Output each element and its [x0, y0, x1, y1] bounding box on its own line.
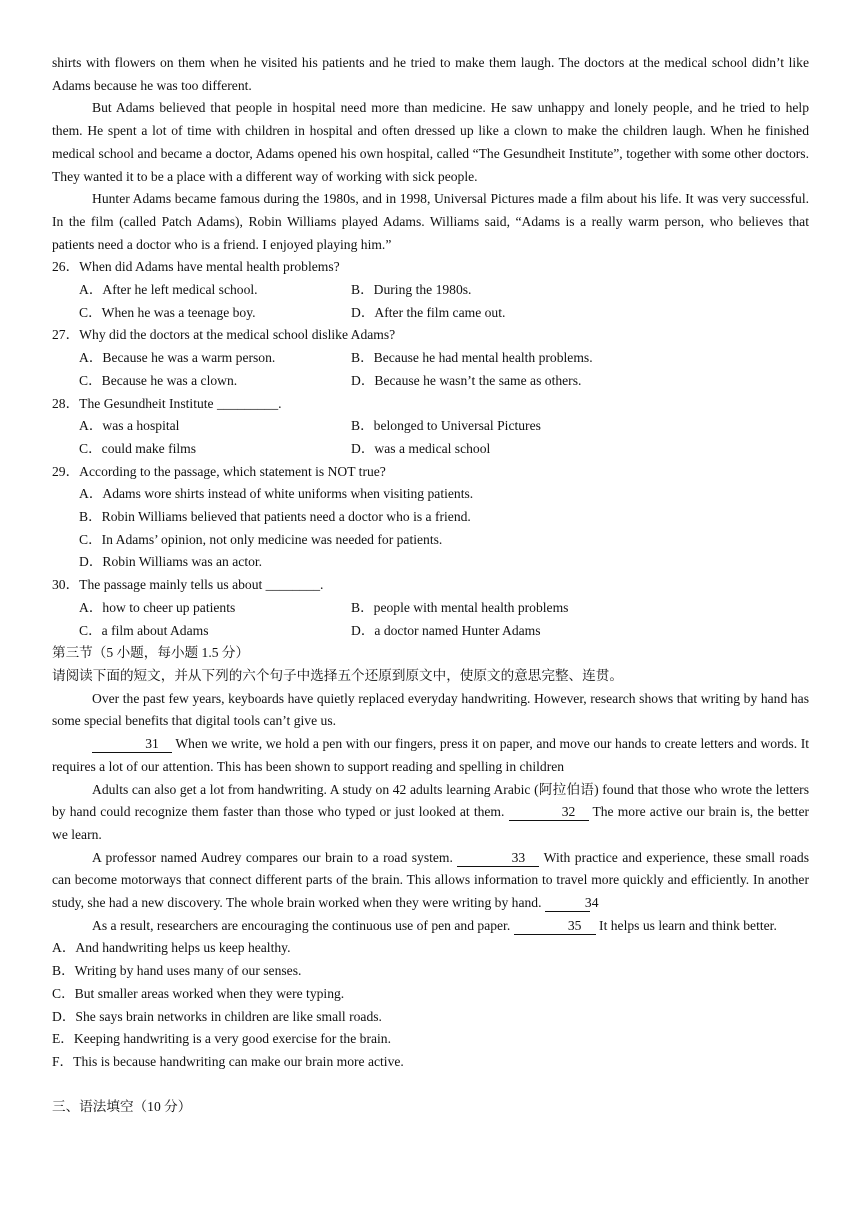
option-c: C．a film about Adams [79, 622, 209, 638]
exam-page [52, 52, 809, 1118]
blank-35: 35 [514, 918, 596, 935]
option-c: C．When he was a teenage boy. [79, 304, 256, 320]
section-heading: 第三节（5 小题，每小题 1.5 分） [52, 645, 250, 661]
blank-34: 34 [545, 895, 590, 912]
paragraph-text: As a result, researchers are encouraging the continuous use of pen and paper. [92, 917, 511, 933]
choice-d: D．She says brain networks in children are like small roads. [52, 1008, 382, 1024]
option-d: D．Robin Williams was an actor. [79, 554, 263, 570]
passage-paragraph [52, 733, 809, 778]
blank-33: 33 [457, 850, 539, 867]
paragraph-text: It helps us learn and think better. [599, 917, 777, 933]
option-d: D．a doctor named Hunter Adams [351, 622, 541, 638]
spacer [52, 1074, 809, 1096]
choice-e: E．Keeping handwriting is a very good exercise for the brain. [52, 1031, 391, 1047]
blank-31: 31 [92, 736, 172, 753]
paragraph-text: When we write, we hold a pen with our fingers, press it on paper, and move our hands to create letters and words. It requires a lot of our attention. This has been shown to support reading and spelling in children [52, 736, 809, 774]
option-b: B．belonged to Universal Pictures [351, 418, 541, 434]
passage-paragraph: Hunter Adams became famous during the 1980s, and in 1998, Universal Pictures made a film about his life. It was very successful. In the film (called Patch Adams), Robin Williams played Adams. Williams said, “Adams is a really warm person, who believes that patients need a doctor who is a friend. I enjoyed playing him.” [52, 191, 809, 252]
question-stem: 30．The passage mainly tells us about ________. [52, 577, 324, 593]
option-b: B．During the 1980s. [351, 282, 472, 298]
choice-f: F．This is because handwriting can make our brain more active. [52, 1053, 404, 1069]
option-d: D．After the film came out. [351, 304, 506, 320]
paragraph-text: Adults can also get a lot from handwriting. A study on 42 adults learning Arabic (阿拉伯语) found that those who wrote the letters by hand could recognize them faster than those who typed or just looked at them. [52, 781, 809, 820]
sentence-choices [52, 937, 809, 1073]
paragraph-text: A professor named Audrey compares our brain to a road system. [92, 849, 453, 865]
passage-paragraph: But Adams believed that people in hospital need more than medicine. He saw unhappy and lonely people, and he tried to help them. He spent a lot of time with children in hospital and often dressed up like a clown to make the children laugh. When he finished medical school and became a doctor, Adams opened his own hospital, called “The Gesundheit Institute”, together with some other doctors. They wanted it to be a place with a different way of working with sick people. [52, 100, 809, 184]
choice-a: A．And handwriting helps us keep healthy. [52, 940, 291, 956]
question-stem: 26．When did Adams have mental health problems? [52, 259, 340, 275]
option-grid [52, 347, 809, 392]
option-c: C．could make films [79, 440, 197, 456]
choice-c: C．But smaller areas worked when they were typing. [52, 985, 345, 1001]
paragraph-text: The more active our brain is, the better we learn. [52, 804, 810, 842]
option-d: D．Because he wasn’t the same as others. [351, 372, 582, 388]
blank-32: 32 [509, 804, 589, 821]
part-heading: 三、语法填空（10 分） [52, 1098, 192, 1114]
choice-b: B．Writing by hand uses many of our senses. [52, 963, 302, 979]
option-a: A．After he left medical school. [79, 282, 258, 298]
passage-paragraph [52, 847, 809, 915]
question-stem: 28．The Gesundheit Institute _________. [52, 395, 282, 411]
section-instruction: 请阅读下面的短文，并从下列的六个句子中选择五个还原到原文中，使原文的意思完整、连贯。 [52, 667, 623, 683]
question-stem: 29．According to the passage, which statement is NOT true? [52, 463, 386, 479]
option-a: A．Adams wore shirts instead of white uniforms when visiting patients. [79, 486, 474, 502]
option-d: D．was a medical school [351, 440, 491, 456]
option-a: A．was a hospital [79, 418, 180, 434]
paragraph-text: With practice and experience, these small roads can become motorways that connect different parts of the brain. This allows information to travel more quickly and efficiently. In another study, she had a new discovery. The whole brain worked when they were writing by hand. [52, 849, 809, 911]
passage-paragraph [52, 915, 809, 938]
option-grid [52, 597, 809, 642]
passage-paragraph: Over the past few years, keyboards have quietly replaced everyday handwriting. However, research shows that writing by hand has some special benefits that digital tools can’t give us. [52, 690, 809, 729]
passage-paragraph: shirts with flowers on them when he visited his patients and he tried to make them laugh. The doctors at the medical school didn’t like Adams because he was too different. [52, 55, 809, 93]
option-grid [52, 415, 809, 460]
option-a: A．Because he was a warm person. [79, 350, 276, 366]
option-b: B．Robin Williams believed that patients need a doctor who is a friend. [79, 509, 471, 525]
option-c: C．In Adams’ opinion, not only medicine was needed for patients. [79, 531, 443, 547]
question-stem: 27．Why did the doctors at the medical school dislike Adams? [52, 327, 396, 343]
option-list [52, 483, 809, 574]
option-b: B．people with mental health problems [351, 599, 569, 615]
passage-paragraph [52, 779, 809, 847]
option-a: A．how to cheer up patients [79, 599, 236, 615]
option-c: C．Because he was a clown. [79, 372, 238, 388]
option-b: B．Because he had mental health problems. [351, 350, 593, 366]
option-grid [52, 279, 809, 324]
